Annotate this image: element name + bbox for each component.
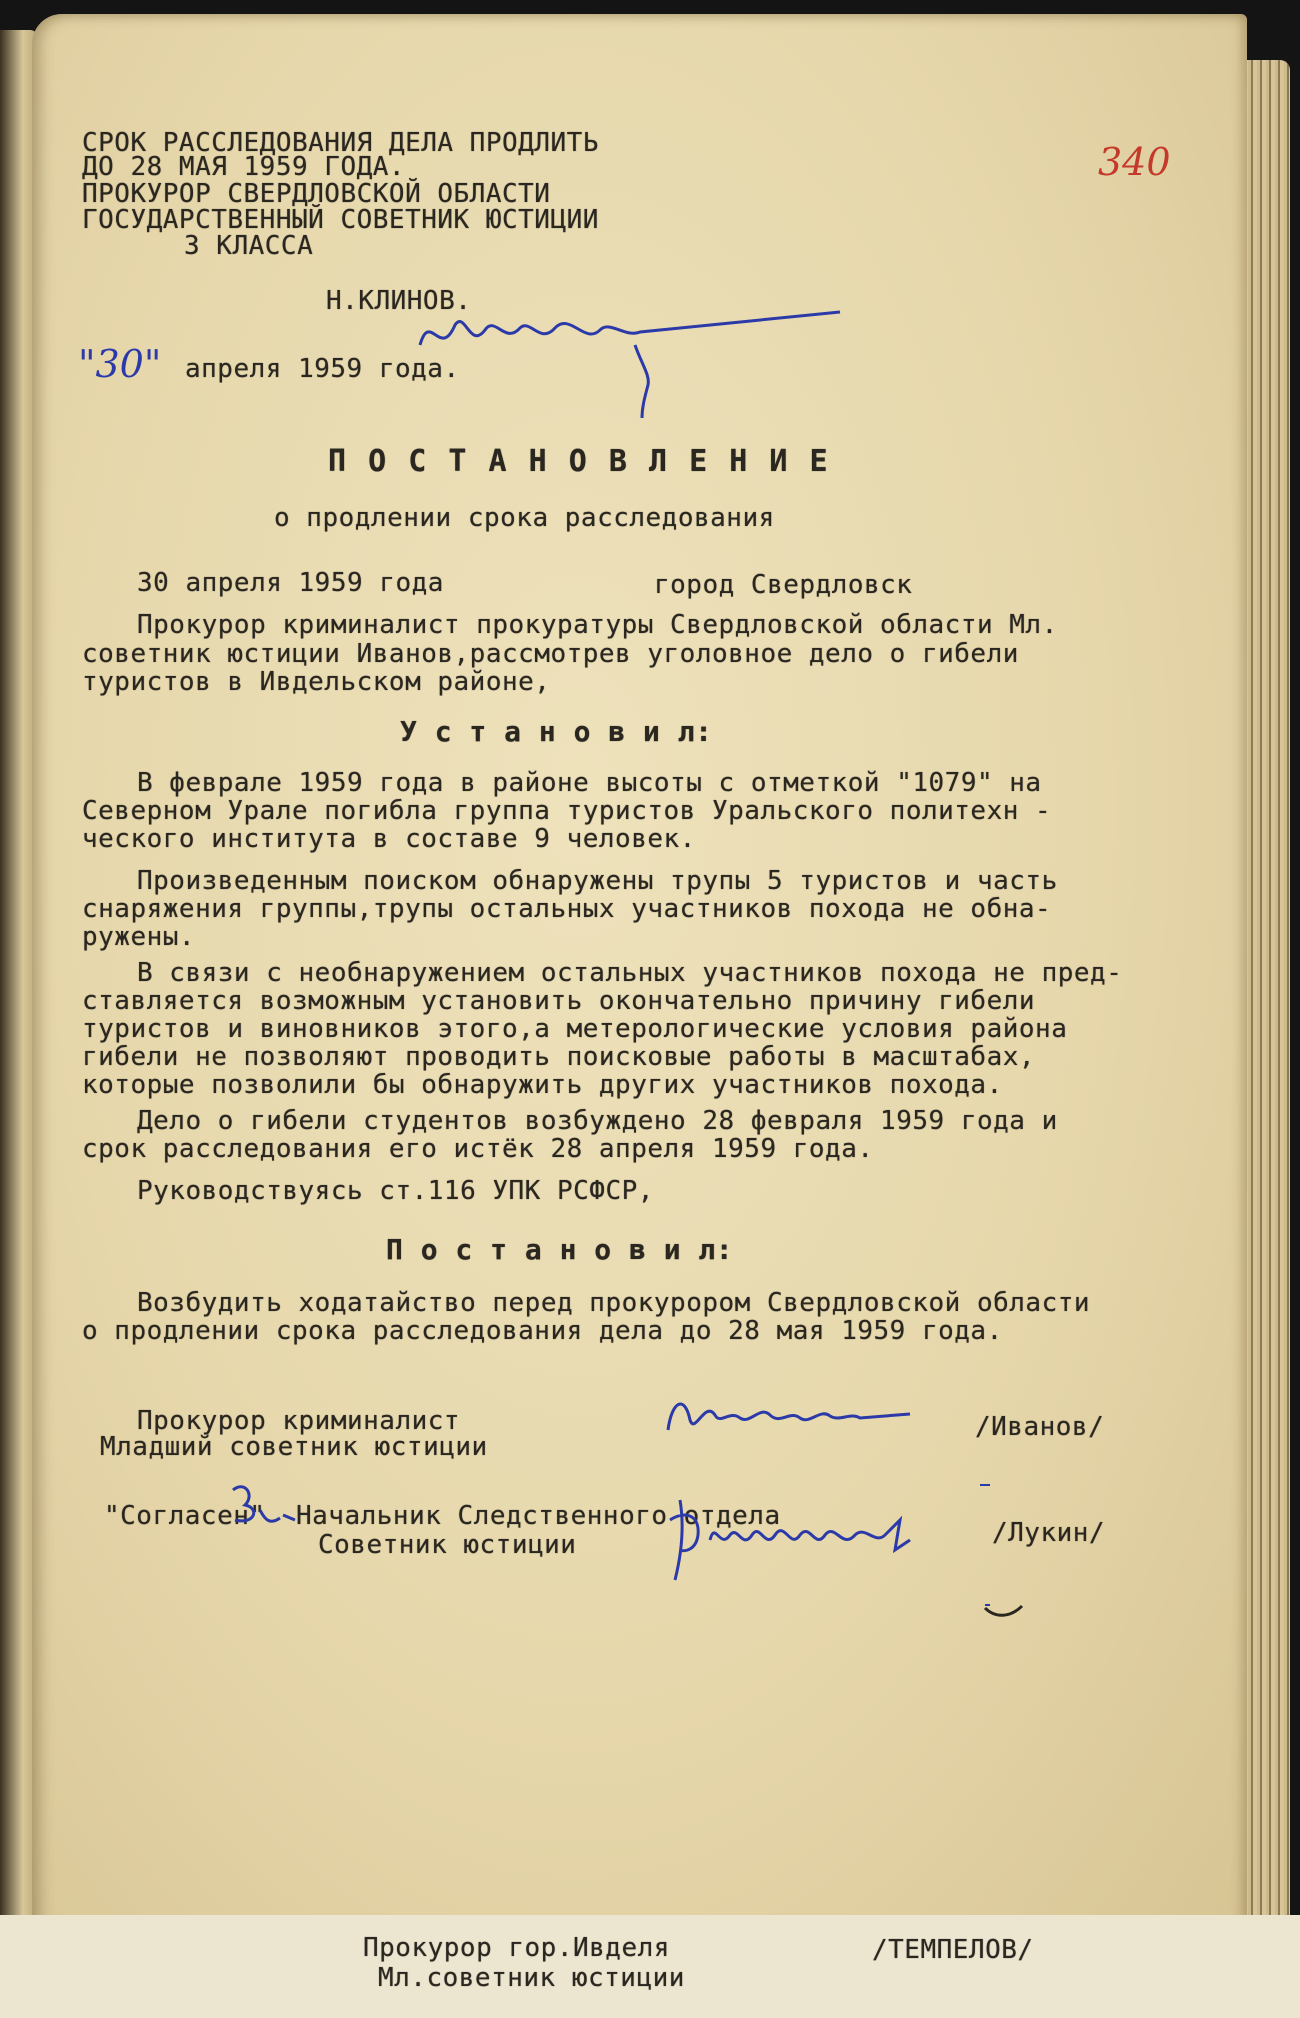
paragraph-line: которые позволили бы обнаружить других участников похода. xyxy=(82,1070,1003,1100)
document-subtitle: о продлении срока расследования xyxy=(274,503,775,533)
approval-line: СРОК РАССЛЕДОВАНИЯ ДЕЛА ПРОДЛИТЬ xyxy=(82,128,599,158)
lukin-title2: Советник юстиции xyxy=(318,1530,577,1560)
ivanov-title2: Младший советник юстиции xyxy=(100,1432,488,1462)
established-heading: У с т а н о в и л: xyxy=(400,715,713,748)
approval-date: апреля 1959 года. xyxy=(185,354,460,384)
approval-line: ГОСУДАРСТВЕННЫЙ СОВЕТНИК ЮСТИЦИИ xyxy=(82,205,599,235)
page-number: 340 xyxy=(1098,140,1171,184)
paragraph-line: снаряжения группы,трупы остальных участников похода не обна- xyxy=(82,894,1052,924)
agreed-label: "Согласен" xyxy=(104,1501,266,1531)
footer-line: Прокурор гор.Ивделя xyxy=(363,1933,670,1963)
klinov-signature xyxy=(410,290,860,420)
approval-line: ПРОКУРОР СВЕРДЛОВСКОЙ ОБЛАСТИ xyxy=(82,179,551,209)
paragraph-line: гибели не позволяют проводить поисковые работы в масштабах, xyxy=(82,1042,1036,1072)
paragraph-line: ставляется возможным установить окончательно причину гибели xyxy=(82,986,1036,1016)
resolved-heading: П о с т а н о в и л: xyxy=(386,1233,734,1266)
ivanov-title: Прокурор криминалист xyxy=(137,1406,461,1436)
document-date: 30 апреля 1959 года xyxy=(137,568,444,598)
handwritten-day: "30" xyxy=(78,342,162,386)
intro-line: Прокурор криминалист прокуратуры Свердловской области Мл. xyxy=(137,610,1058,640)
paragraph-line: туристов и виновников этого,а метерологические условия района xyxy=(82,1014,1068,1044)
document-city: город Свердловск xyxy=(654,570,913,600)
approval-signer: Н.КЛИНОВ. xyxy=(326,286,472,316)
agreed-handwriting xyxy=(225,1480,305,1550)
paragraph-line: ческого института в составе 9 человек. xyxy=(82,824,696,854)
lukin-signature xyxy=(660,1480,990,1610)
paragraph-line: Северном Урале погибла группа туристов Уральского политехн - xyxy=(82,796,1052,826)
paragraph-line: В феврале 1959 года в районе высоты с отметкой "1079" на xyxy=(137,768,1042,798)
document-title: П О С Т А Н О В Л Е Н И Е xyxy=(328,444,830,479)
paragraph-line: Произведенным поиском обнаружены трупы 5 туристов и часть xyxy=(137,866,1058,896)
paragraph-line: В связи с необнаружением остальных участников похода не пред- xyxy=(137,958,1123,988)
lukin-title: Начальник Следственного отдела xyxy=(296,1501,781,1531)
footer-line: Мл.советник юстиции xyxy=(378,1963,685,1993)
paragraph-line: срок расследования его истёк 28 апреля 1959 года. xyxy=(82,1134,874,1164)
intro-line: советник юстиции Иванов,рассмотрев уголовное дело о гибели xyxy=(82,639,1019,669)
pen-mark xyxy=(980,1600,1030,1625)
intro-line: туристов в Ивдельском районе, xyxy=(82,667,551,697)
resolution-line: Возбудить ходатайство перед прокурором Свердловской области xyxy=(137,1288,1091,1318)
footer-name: /ТЕМПЕЛОВ/ xyxy=(872,1935,1034,1965)
paragraph-line: ружены. xyxy=(82,922,196,952)
approval-line: ДО 28 МАЯ 1959 ГОДА. xyxy=(82,152,406,182)
approval-line: 3 КЛАССА xyxy=(184,231,314,261)
resolution-line: о продлении срока расследования дела до 28 мая 1959 года. xyxy=(82,1316,1003,1346)
paragraph-line: Дело о гибели студентов возбуждено 28 февраля 1959 года и xyxy=(137,1106,1058,1136)
ivanov-name: /Иванов/ xyxy=(975,1412,1105,1442)
lukin-name: /Лукин/ xyxy=(992,1518,1106,1548)
paragraph-line: Руководствуясь ст.116 УПК РСФСР, xyxy=(137,1176,654,1206)
ivanov-signature xyxy=(660,1370,920,1450)
